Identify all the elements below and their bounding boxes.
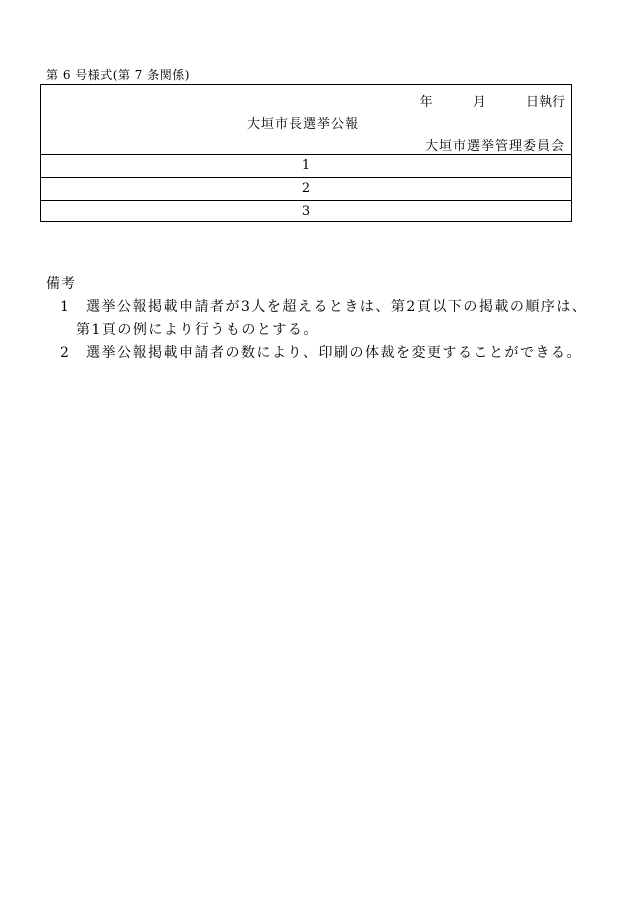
note-number: 2: [60, 345, 71, 361]
bulletin-form: [40, 84, 572, 222]
notes-heading: 備考: [46, 276, 76, 292]
note-item: [60, 296, 587, 316]
form-number: 第 6 号様式(第 7 条関係): [46, 68, 190, 82]
month-label: 月: [472, 95, 486, 110]
note-text-continued: 第1頁の例により行うものとする。: [76, 322, 319, 338]
note-text: 選挙公報掲載申請者の数により、印刷の体裁を変更することができる。: [86, 345, 582, 361]
year-label: 年: [419, 95, 433, 110]
note-text: 選挙公報掲載申請者が3人を超えるときは、第2頁以下の掲載の順序は、: [86, 299, 588, 315]
day-label: 日執行: [525, 95, 565, 110]
candidate-row: 3: [41, 200, 571, 223]
issuer: 大垣市選挙管理委員会: [424, 139, 565, 154]
candidate-row: 1: [41, 154, 571, 177]
candidate-row: 2: [41, 177, 571, 200]
note-number: 1: [60, 299, 71, 315]
bulletin-title: 大垣市長選挙公報: [247, 117, 360, 132]
execution-date: [420, 91, 565, 110]
note-item: [60, 342, 582, 362]
